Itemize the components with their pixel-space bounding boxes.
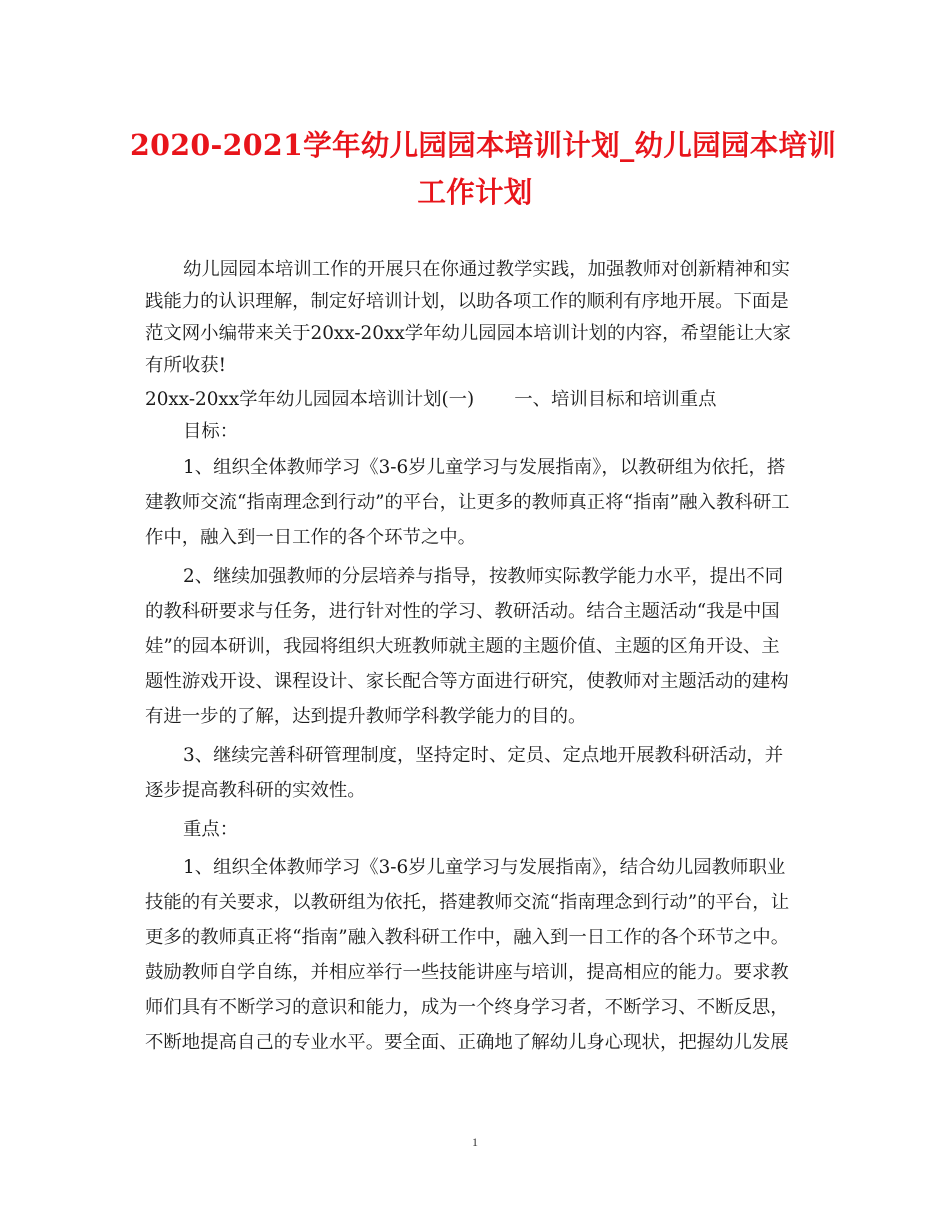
- plan-subtitle: 20xx-20xx学年幼儿园园本培训计划(一): [145, 389, 475, 410]
- document-title: [130, 122, 837, 216]
- section-heading-line: [145, 384, 717, 416]
- paragraph-line: 践能力的认识理解，制定好培训计划，以助各项工作的顺利有序地开展。下面是: [145, 291, 789, 312]
- title-line-2: 工作计划: [417, 175, 533, 209]
- paragraph-line: 建教师交流“指南理念到行动”的平台，让更多的教师真正将“指南”融入教科研工: [145, 492, 790, 513]
- paragraph-line: 幼儿园园本培训工作的开展只在你通过教学实践，加强教师对创新精神和实: [183, 259, 790, 280]
- paragraph-line: 2、继续加强教师的分层培养与指导，按教师实际教学能力水平，提出不同: [183, 566, 784, 587]
- paragraph-line: 题性游戏开设、课程设计、家长配合等方面进行研究，使教师对主题活动的建构: [145, 671, 789, 692]
- page-number: 1: [472, 1135, 478, 1149]
- paragraph-line: 的教科研要求与任务，进行针对性的学习、教研活动。结合主题活动“我是中国: [145, 601, 780, 622]
- label-line: 重点：: [183, 819, 239, 840]
- paragraph-line: 有进一步的了解，达到提升教师学科教学能力的目的。: [145, 706, 587, 727]
- paragraph-line: 有所收获!: [145, 355, 226, 376]
- paragraph-line: 3、继续完善科研管理制度，坚持定时、定员、定点地开展教科研活动，并: [183, 745, 784, 766]
- paragraph-line: 逐步提高教科研的实效性。: [145, 780, 366, 801]
- title-line-1: 2020-2021学年幼儿园园本培训计划_幼儿园园本培训: [130, 128, 837, 162]
- paragraph-line: 范文网小编带来关于20xx-20xx学年幼儿园园本培训计划的内容，希望能让大家: [145, 323, 791, 344]
- paragraph-line: 娃”的园本研训，我园将组织大班教师就主题的主题价值、主题的区角开设、主: [145, 636, 780, 657]
- paragraph-line: 不断地提高自己的专业水平。要全面、正确地了解幼儿身心现状，把握幼儿发展: [145, 1032, 789, 1053]
- paragraph-line: 技能的有关要求，以教研组为依托，搭建教师交流“指南理念到行动”的平台，让: [145, 892, 790, 913]
- paragraph-line: 作中，融入到一日工作的各个环节之中。: [145, 527, 477, 548]
- paragraph-line: 鼓励教师自学自练，并相应举行一些技能讲座与培训，提高相应的能力。要求教: [145, 962, 789, 983]
- label-line: 目标：: [183, 421, 239, 442]
- section-heading: 一、培训目标和培训重点: [514, 389, 717, 410]
- paragraph-line: 1、组织全体教师学习《3-6岁儿童学习与发展指南》，以教研组为依托，搭: [183, 457, 786, 478]
- paragraph-line: 更多的教师真正将“指南”融入教科研工作中，融入到一日工作的各个环节之中。: [145, 927, 790, 948]
- paragraph-line: 师们具有不断学习的意识和能力，成为一个终身学习者，不断学习、不断反思，: [145, 997, 789, 1018]
- paragraph-line: 1、组织全体教师学习《3-6岁儿童学习与发展指南》，结合幼儿园教师职业: [183, 857, 786, 878]
